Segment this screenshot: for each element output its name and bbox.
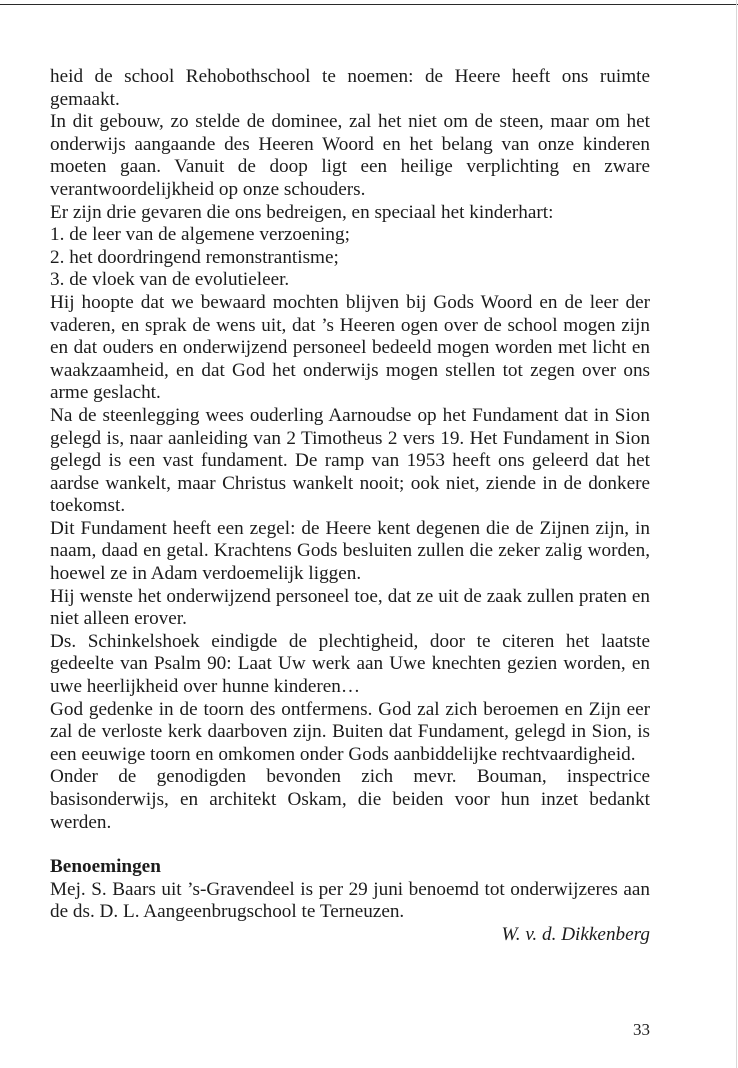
paragraph: Ds. Schinkelshoek eindigde de plechtigheid, door te citeren het laatste gedeelte van Psalm 90: Laat Uw werk aan Uwe knechten gezien worden, en uwe heerlijkheid over hunne kinderen… [50, 630, 650, 698]
paragraph: Er zijn drie gevaren die ons bedreigen, en speciaal het kinderhart: [50, 201, 554, 223]
list-item: 3. de vloek van de evolutieleer. [50, 269, 290, 291]
paragraph: Dit Fundament heeft een zegel: de Heere kent degenen die de Zijnen zijn, in naam, daad en getal. Krachtens Gods besluiten zullen die zeker zalig worden, hoewel ze in Adam verdoemelijk liggen. [50, 517, 650, 585]
list-item: 2. het doordringend remonstrantisme; [50, 246, 339, 268]
paragraph: heid de school Rehobothschool te noemen: de Heere heeft ons ruimte gemaakt. [50, 66, 650, 110]
paragraph: God gedenke in de toorn des ontfermens. God zal zich beroemen en Zijn eer zal de verloste kerk daarboven zijn. Buiten dat Fundament, gelegd in Sion, is een eeuwige toorn en omkomen onder Gods aanbiddelijke rechtvaardigheid. [50, 698, 650, 765]
paragraph: In dit gebouw, zo stelde de dominee, zal het niet om de steen, maar om het onderwijs aangaande des Heeren Woord en het belang van onze kinderen moeten gaan. Vanuit de doop ligt een heilige verplichting en zware verantwoordelijkheid op onze schouders. [50, 111, 650, 200]
list-item: 1. de leer van de algemene verzoening; [50, 224, 350, 246]
page-number: 33 [633, 1020, 650, 1039]
author-signature: W. v. d. Dikkenberg [501, 923, 650, 945]
paragraph: Hij wenste het onderwijzend personeel toe, dat ze uit de zaak zullen praten en niet alleen erover. [50, 585, 650, 630]
body-text [50, 66, 650, 947]
page-edge [736, 0, 737, 1068]
paragraph: Hij hoopte dat we bewaard mochten blijven bij Gods Woord en de leer der vaderen, en sprak de wens uit, dat ’s Heeren ogen over de school mogen zijn en dat ouders en onderwijzend personeel bedeeld mogen worden met licht en waakzaamheid, en dat God het onderwijs mogen stellen tot zegen over ons arme geslacht. [50, 291, 650, 404]
paragraph: Na de steenlegging wees ouderling Aarnoudse op het Fundament dat in Sion gelegd is, naar aanleiding van 2 Timotheus 2 vers 19. Het Fundament in Sion gelegd is een vast fundament. De ramp van 1953 heeft ons geleerd dat het aardse wankelt, maar Christus wankelt nooit; ook niet, ziende in de donkere toekomst. [50, 404, 650, 517]
section-heading: Benoemingen [50, 856, 161, 878]
paragraph: Onder de genodigden bevonden zich mevr. Bouman, inspectrice basisonderwijs, en architekt Oskam, die beiden voor hun inzet bedankt werden. [50, 766, 650, 833]
section-paragraph: Mej. S. Baars uit ’s-Gravendeel is per 29 juni benoemd tot onderwijzeres aan de ds. D. L. Aangeenbrugschool te Terneuzen. [50, 878, 650, 923]
top-rule [0, 4, 738, 5]
